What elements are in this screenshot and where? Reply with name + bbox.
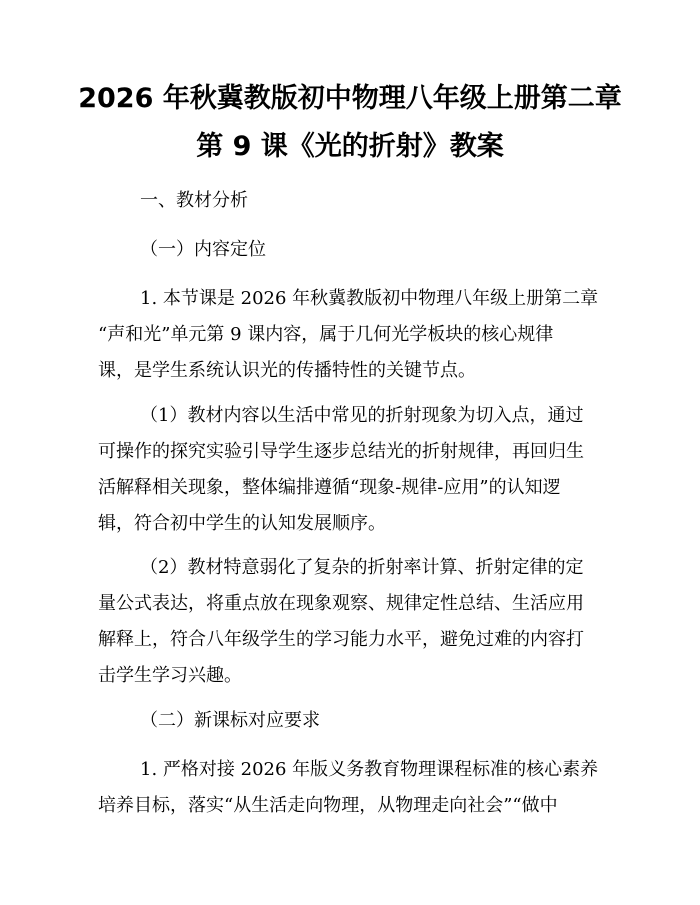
paragraph-1	[98, 288, 608, 396]
document-title-line-1: 2026 年秋冀教版初中物理八年级上册第二章	[78, 83, 622, 114]
paragraph-4	[98, 759, 608, 831]
paragraph-line: 量公式表达，将重点放在现象观察、规律定性总结、生活应用	[98, 593, 584, 614]
paragraph-line: 1. 严格对接 2026 年版义务教育物理课程标准的核心素养	[140, 759, 599, 780]
paragraph-line: （1）教材内容以生活中常见的折射现象为切入点，通过	[140, 405, 584, 426]
paragraph-line: “声和光”单元第 9 课内容，属于几何光学板块的核心规律	[98, 324, 554, 345]
paragraph-line: 课，是学生系统认识光的传播特性的关键节点。	[98, 360, 476, 381]
document-title-line-2: 第 9 课《光的折射》教案	[196, 131, 504, 162]
paragraph-3	[98, 557, 608, 701]
paragraph-line: 辑，符合初中学生的认知发展顺序。	[98, 513, 386, 534]
paragraph-line: 活解释相关现象，整体编排遵循“现象-规律-应用”的认知逻	[98, 477, 561, 498]
section-heading-textbook-analysis: 一、教材分析	[140, 190, 248, 211]
paragraph-line: 解释上，符合八年级学生的学习能力水平，避免过难的内容打	[98, 629, 584, 650]
subsection-heading-content-positioning: （一）内容定位	[140, 239, 266, 260]
paragraph-2	[98, 405, 608, 549]
paragraph-line: （2）教材特意弱化了复杂的折射率计算、折射定律的定	[140, 557, 584, 578]
paragraph-line: 击学生学习兴趣。	[98, 665, 242, 686]
paragraph-line: 培养目标，落实“从生活走向物理，从物理走向社会”“做中	[98, 795, 558, 816]
subsection-heading-curriculum-standards: （二）新课标对应要求	[140, 710, 320, 731]
paragraph-line: 可操作的探究实验引导学生逐步总结光的折射规律，再回归生	[98, 441, 584, 462]
paragraph-line: 1. 本节课是 2026 年秋冀教版初中物理八年级上册第二章	[140, 288, 599, 309]
